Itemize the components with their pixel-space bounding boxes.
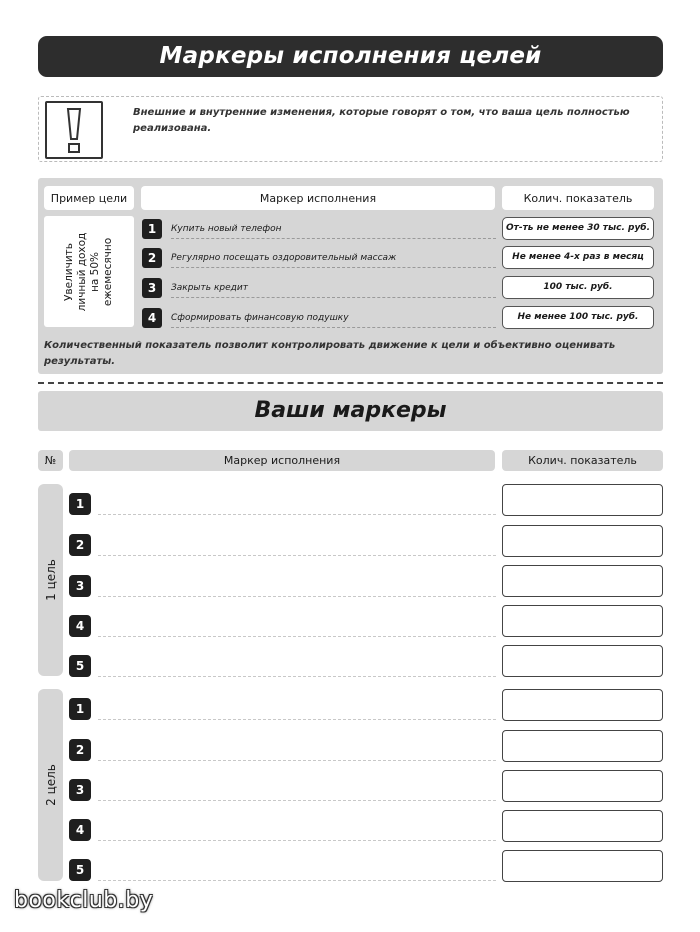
- example-row-value: 100 тыс. руб.: [502, 276, 654, 299]
- goal-2-row-writing-line[interactable]: [98, 760, 496, 761]
- example-marker-header: Маркер исполнения: [141, 186, 495, 210]
- info-box: [38, 96, 663, 162]
- goal-2-row-number: 1: [69, 698, 91, 720]
- goal-2-row-value-box[interactable]: [502, 730, 663, 762]
- example-row-number: 1: [142, 219, 162, 239]
- goal-2-row-number: 3: [69, 779, 91, 801]
- goal-2-row-writing-line[interactable]: [98, 880, 496, 881]
- marker-column-header: Маркер исполнения: [69, 450, 495, 471]
- goal-1-row-value-box[interactable]: [502, 484, 663, 516]
- example-row-value: Не менее 4-х раз в месяц: [502, 246, 654, 269]
- goal-2-row-number: 2: [69, 739, 91, 761]
- example-row-marker: Закрыть кредит: [171, 278, 496, 298]
- section-divider: [38, 382, 663, 384]
- example-row-marker: Купить новый телефон: [171, 219, 496, 239]
- info-text: Внешние и внутренние изменения, которые говорят о том, что ваша цель полностью реализована.: [133, 107, 630, 134]
- watermark: bookclub.by: [14, 888, 154, 913]
- example-footnote: Количественный показатель позволит контролировать движение к цели и объективно оценивать результаты.: [44, 340, 616, 367]
- goal-1-row-number: 3: [69, 575, 91, 597]
- example-panel: [38, 178, 663, 374]
- example-value-header: Колич. показатель: [502, 186, 654, 210]
- goal-1-row-number: 5: [69, 655, 91, 677]
- value-column-header: Колич. показатель: [502, 450, 663, 471]
- goal-2-row-writing-line[interactable]: [98, 719, 496, 720]
- example-row-number: 3: [142, 278, 162, 298]
- goal-1-row-writing-line[interactable]: [98, 555, 496, 556]
- goal-1-row-value-box[interactable]: [502, 565, 663, 597]
- example-row-number: 4: [142, 308, 162, 328]
- goal-1-row-writing-line[interactable]: [98, 596, 496, 597]
- goal-1-row-value-box[interactable]: [502, 645, 663, 677]
- goal-1-row-value-box[interactable]: [502, 525, 663, 557]
- goal-1-row-writing-line[interactable]: [98, 636, 496, 637]
- goal-2-row-writing-line[interactable]: [98, 800, 496, 801]
- goal-2-row-value-box[interactable]: [502, 810, 663, 842]
- goal-2-row-number: 5: [69, 859, 91, 881]
- goal-1-row-writing-line[interactable]: [98, 676, 496, 677]
- goal-1-row-number: 1: [69, 493, 91, 515]
- your-markers-heading: Ваши маркеры: [38, 391, 663, 431]
- number-column-header: №: [38, 450, 63, 471]
- example-row-marker: Сформировать финансовую подушку: [171, 308, 496, 328]
- page-title: Маркеры исполнения целей: [38, 36, 663, 77]
- example-goal-text: Увеличить личный доход на 50% ежемесячно: [44, 216, 134, 327]
- goal-1-label: 1 цель: [43, 559, 58, 601]
- goal-2-row-number: 4: [69, 819, 91, 841]
- goal-1-row-value-box[interactable]: [502, 605, 663, 637]
- exclamation-icon: [45, 101, 103, 159]
- goal-2-row-writing-line[interactable]: [98, 840, 496, 841]
- example-goal-header: Пример цели: [44, 186, 134, 210]
- goal-1-row-number: 4: [69, 615, 91, 637]
- goal-2-label: 2 цель: [43, 764, 58, 806]
- example-row-marker: Регулярно посещать оздоровительный массаж: [171, 248, 496, 268]
- goal-2-row-value-box[interactable]: [502, 770, 663, 802]
- goal-2-row-value-box[interactable]: [502, 689, 663, 721]
- example-row-value: От-ть не менее 30 тыс. руб.: [502, 217, 654, 240]
- example-row-number: 2: [142, 248, 162, 268]
- example-row-value: Не менее 100 тыс. руб.: [502, 306, 654, 329]
- goal-1-row-number: 2: [69, 534, 91, 556]
- goal-1-row-writing-line[interactable]: [98, 514, 496, 515]
- goal-2-row-value-box[interactable]: [502, 850, 663, 882]
